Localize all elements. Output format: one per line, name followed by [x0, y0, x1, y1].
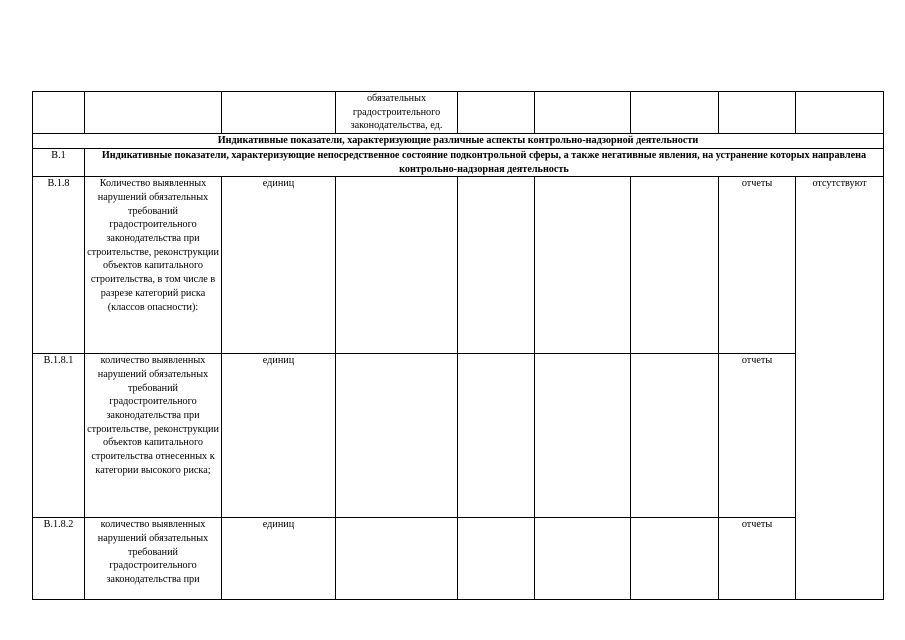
row-name: количество выявленных нарушений обязательных требований градостроительного законодательства при — [85, 518, 222, 600]
subsection-row — [33, 148, 884, 176]
subsection-title: Индикативные показатели, характеризующие непосредственное состояние подконтрольной сферы, а также негативные явления, на устранение которых направлена контрольно-надзорная деятельность — [85, 148, 884, 176]
table-cell — [719, 92, 796, 134]
section-row — [33, 134, 884, 149]
table-cell — [458, 354, 535, 518]
section-title: Индикативные показатели, характеризующие различные аспекты контрольно-надзорной деятельности — [33, 134, 884, 149]
row-source: отчеты — [719, 354, 796, 518]
table-cell — [631, 177, 719, 354]
table-cell — [535, 92, 631, 134]
table-cell — [631, 92, 719, 134]
table-row-continuation — [33, 92, 884, 134]
table-cell — [535, 354, 631, 518]
row-note: отсутствуют — [796, 177, 884, 600]
table-cell — [631, 518, 719, 600]
row-code: В.1.8.1 — [33, 354, 85, 518]
table-cell — [336, 177, 458, 354]
table-cell — [535, 518, 631, 600]
row-source: отчеты — [719, 518, 796, 600]
table-cell — [458, 92, 535, 134]
row-source: отчеты — [719, 177, 796, 354]
table-cell — [458, 518, 535, 600]
row-name: Количество выявленных нарушений обязательных требований градостроительного законодательства при строительстве, реконструкции объектов капитального строительства, в том числе в разрезе категорий риска (классов опасности): — [85, 177, 222, 354]
table-row — [33, 518, 884, 600]
row-unit: единиц — [222, 518, 336, 600]
row-code: В.1.8.2 — [33, 518, 85, 600]
table-cell — [535, 177, 631, 354]
row-unit: единиц — [222, 354, 336, 518]
table-cell — [33, 92, 85, 134]
row-code: В.1.8 — [33, 177, 85, 354]
table-row — [33, 354, 884, 518]
subsection-code: В.1 — [33, 148, 85, 176]
table-cell — [336, 518, 458, 600]
table-cell — [222, 92, 336, 134]
table-cell — [796, 92, 884, 134]
indicators-table — [32, 91, 884, 600]
row-name: количество выявленных нарушений обязательных требований градостроительного законодательства при строительстве, реконструкции объектов капитального строительства отнесенных к категории высокого риска; — [85, 354, 222, 518]
table-cell-text: обязательных градостроительного законодательства, ед. — [336, 92, 458, 134]
table-cell — [458, 177, 535, 354]
table-row — [33, 177, 884, 354]
table-cell — [336, 354, 458, 518]
row-unit: единиц — [222, 177, 336, 354]
table-cell — [85, 92, 222, 134]
table-cell — [631, 354, 719, 518]
